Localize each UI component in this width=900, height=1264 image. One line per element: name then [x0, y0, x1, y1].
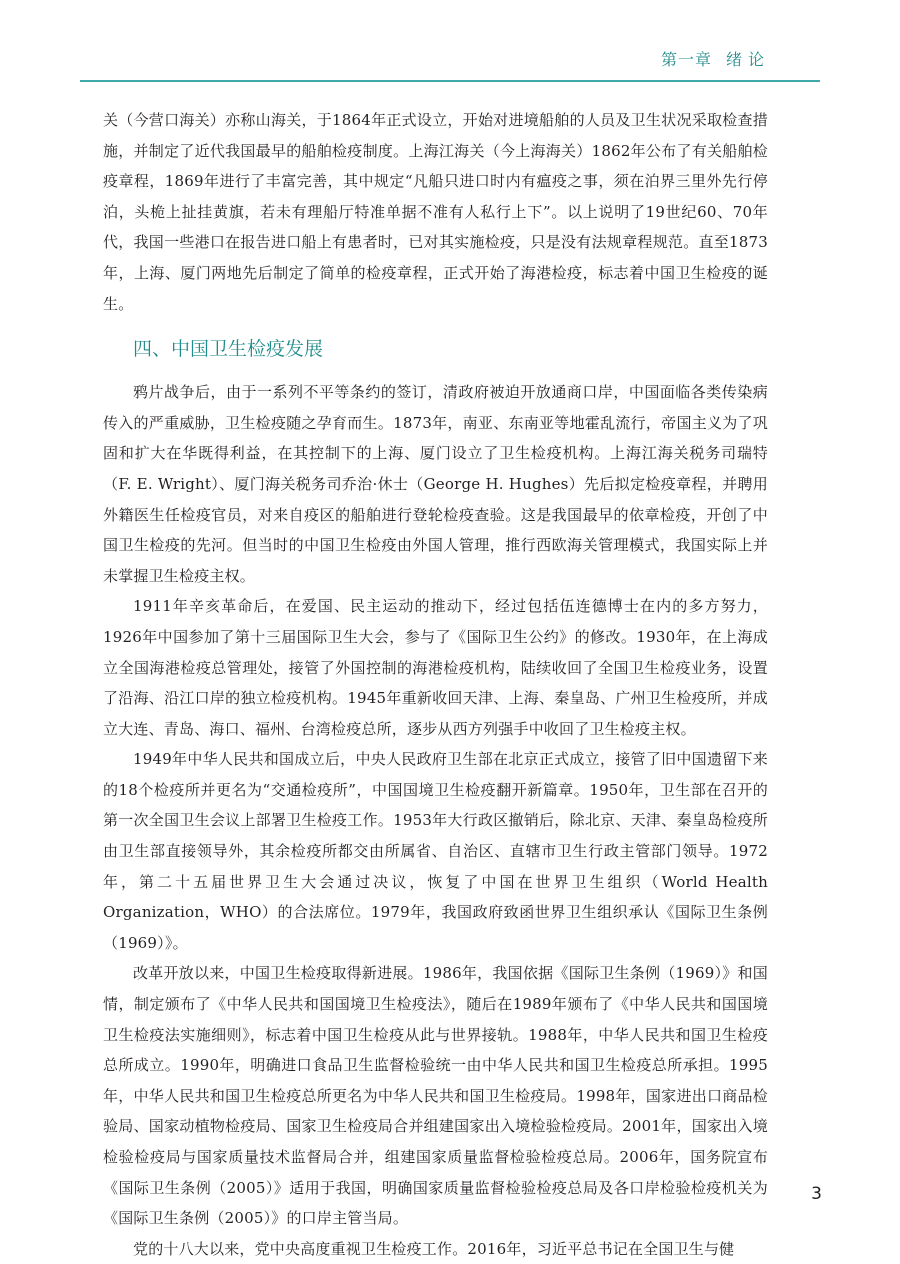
paragraph: 改革开放以来，中国卫生检疫取得新进展。1986年，我国依据《国际卫生条例（1969）》和国情，制定颁布了《中华人民共和国国境卫生检疫法》，随后在1989年颁布了《中华人民共和国国境卫生检疫法实施细则》，标志着中国卫生检疫从此与世界接轨。1988年，中华人民共和国卫生检疫总所成立。1990年，明确进口食品卫生监督检验统一由中华人民共和国卫生检疫总所承担。1995年，中华人民共和国卫生检疫总所更名为中华人民共和国卫生检疫局。1998年，国家进出口商品检验局、国家动植物检疫局、国家卫生检疫局合并组建国家出入境检验检疫局。2001年，国家出入境检验检疫局与国家质量技术监督局合并，组建国家质量监督检验检疫总局。2006年，国务院宣布《国际卫生条例（2005）》适用于我国，明确国家质量监督检验检疫总局及各口岸检验检疫机关为《国际卫生条例（2005）》的口岸主管当局。 — [103, 964, 768, 1228]
paragraph: 党的十八大以来，党中央高度重视卫生检疫工作。2016年，习近平总书记在全国卫生与健 — [133, 1239, 735, 1258]
paragraph-continued: 关（今营口海关）亦称山海关，于1864年正式设立，开始对进境船舶的人员及卫生状况采取检查措施，并制定了近代我国最早的船舶检疫制度。上海江海关（今上海海关）1862年公布了有关船舶检疫章程，1869年进行了丰富完善，其中规定“凡船只进口时内有瘟疫之事，须在泊界三里外先行停泊，头桅上扯挂黄旗，若未有理船厅特准单据不准有人私行上下”。以上说明了19世纪60、70年代，我国一些港口在报告进口船上有患者时，已对其实施检疫，只是没有法规章程规范。直至1873年，上海、厦门两地先后制定了简单的检疫章程，正式开始了海港检疫，标志着中国卫生检疫的诞生。 — [103, 111, 768, 313]
body-text — [103, 105, 768, 1264]
header-rule — [80, 80, 820, 82]
chapter-title: 绪论 — [725, 50, 770, 69]
paragraph: 鸦片战争后，由于一系列不平等条约的签订，清政府被迫开放通商口岸，中国面临各类传染病传入的严重威胁，卫生检疫随之孕育而生。1873年，南亚、东南亚等地霍乱流行，帝国主义为了巩固和扩大在华既得利益，在其控制下的上海、厦门设立了卫生检疫机构。上海江海关税务司瑞特（F. E. Wright）、厦门海关税务司乔治·休士（George H. Hughes）先后拟定检疫章程，并聘用外籍医生任检疫官员，对来自疫区的船舶进行登轮检疫查验。这是我国最早的依章检疫，开创了中国卫生检疫的先河。但当时的中国卫生检疫由外国人管理，推行西欧海关管理模式，我国实际上并未掌握卫生检疫主权。 — [103, 383, 768, 585]
paragraph: 1911年辛亥革命后，在爱国、民主运动的推动下，经过包括伍连德博士在内的多方努力，1926年中国参加了第十三届国际卫生大会，参与了《国际卫生公约》的修改。1930年，在上海成立全国海港检疫总管理处，接管了外国控制的海港检疫机构，陆续收回了全国卫生检疫业务，设置了沿海、沿江口岸的独立检疫机构。1945年重新收回天津、上海、秦皇岛、广州卫生检疫所，并成立大连、青岛、海口、福州、台湾检疫总所，逐步从西方列强手中收回了卫生检疫主权。 — [103, 597, 768, 738]
chapter-label: 第一章 — [660, 50, 712, 69]
page-number: 3 — [811, 1184, 822, 1204]
running-header — [661, 47, 770, 70]
section-heading: 四、中国卫生检疫发展 — [133, 338, 324, 361]
paragraph: 1949年中华人民共和国成立后，中央人民政府卫生部在北京正式成立，接管了旧中国遗留下来的18个检疫所并更名为“交通检疫所”，中国国境卫生检疫翻开新篇章。1950年，卫生部在召开的第一次全国卫生会议上部署卫生检疫工作。1953年大行政区撤销后，除北京、天津、秦皇岛检疫所由卫生部直接领导外，其余检疫所都交由所属省、自治区、直辖市卫生行政主管部门领导。1972年，第二十五届世界卫生大会通过决议，恢复了中国在世界卫生组织（World Health Organization，WHO）的合法席位。1979年，我国政府致函世界卫生组织承认《国际卫生条例（1969）》。 — [103, 750, 768, 952]
